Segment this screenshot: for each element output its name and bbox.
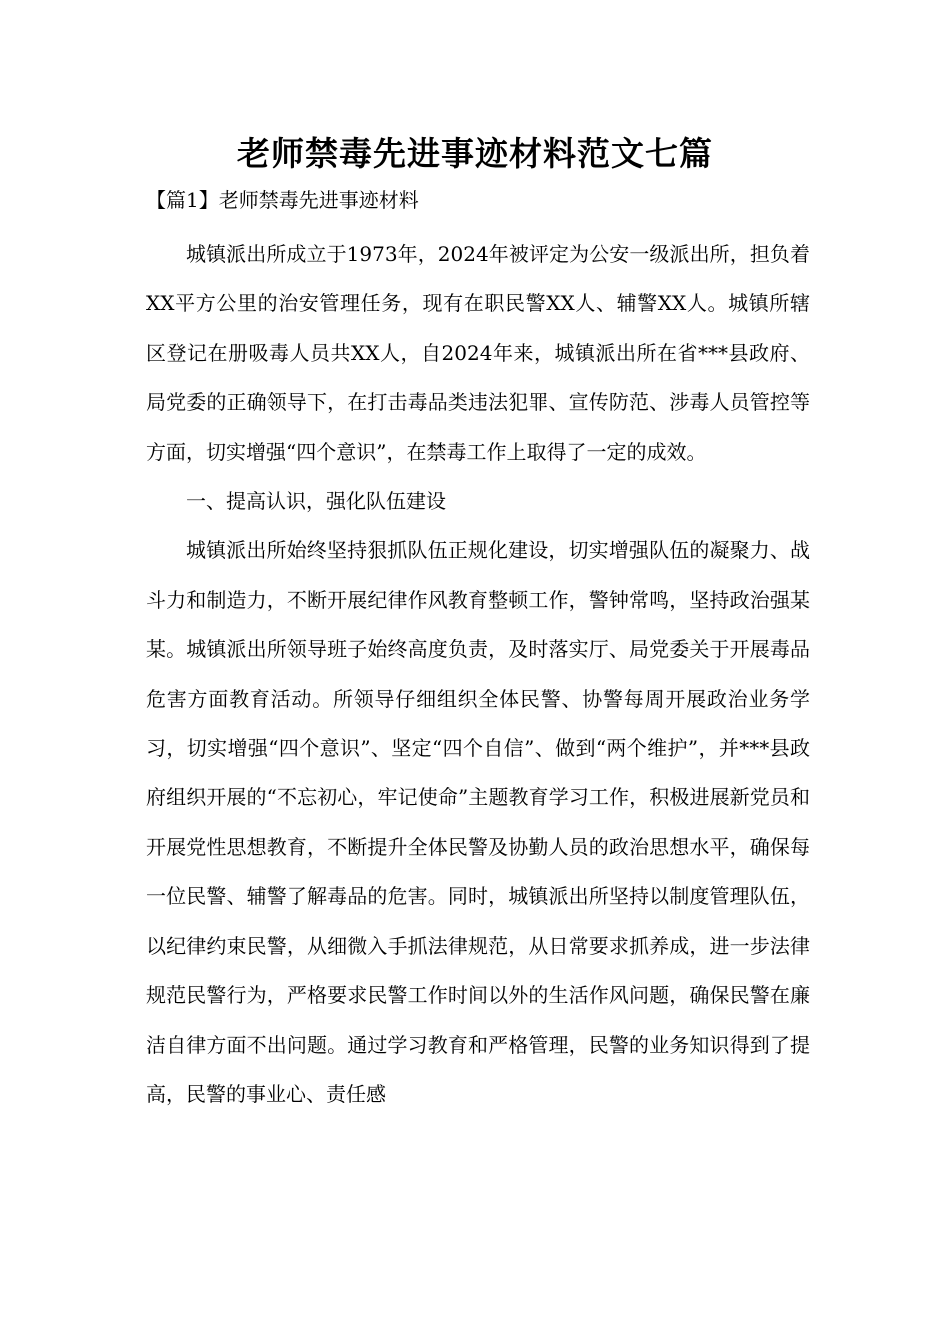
- document-body: [146, 230, 810, 1119]
- document-title: 老师禁毒先进事迹材料范文七篇: [237, 134, 713, 173]
- paragraph-team-building: 城镇派出所始终坚持狠抓队伍正规化建设，切实增强队伍的凝聚力、战斗力和制造力，不断开展纪律作风教育整顿工作，警钟常鸣，坚持政治强某某。城镇派出所领导班子始终高度负责，及时落实厅、局党委关于开展毒品危害方面教育活动。所领导仔细组织全体民警、协警每周开展政治业务学习，切实增强“四个意识”、坚定“四个自信”、做到“两个维护”，并***县政府组织开展的“不忘初心，牢记使命”主题教育学习工作，积极进展新党员和开展党性思想教育，不断提升全体民警及协勤人员的政治思想水平，确保每一位民警、辅警了解毒品的危害。同时，城镇派出所坚持以制度管理队伍，以纪律约束民警，从细微入手抓法律规范，从日常要求抓养成，进一步法律规范民警行为，严格要求民警工作时间以外的生活作风问题，确保民警在廉洁自律方面不出问题。通过学习教育和严格管理，民警的业务知识得到了提高，民警的事业心、责任感: [146, 538, 810, 1106]
- paragraph-subheading: 一、提高认识，强化队伍建设: [186, 489, 446, 514]
- section-heading: 【篇1】老师禁毒先进事迹材料: [146, 188, 419, 212]
- paragraph-intro: 城镇派出所成立于1973年，2024年被评定为公安一级派出所，担负着XX平方公里的治安管理任务，现有在职民警XX人、辅警XX人。城镇所辖区登记在册吸毒人员共XX人，自2024年来，城镇派出所在省***县政府、局党委的正确领导下，在打击毒品类违法犯罪、宣传防范、涉毒人员管控等方面，切实增强“四个意识”，在禁毒工作上取得了一定的成效。: [146, 242, 810, 464]
